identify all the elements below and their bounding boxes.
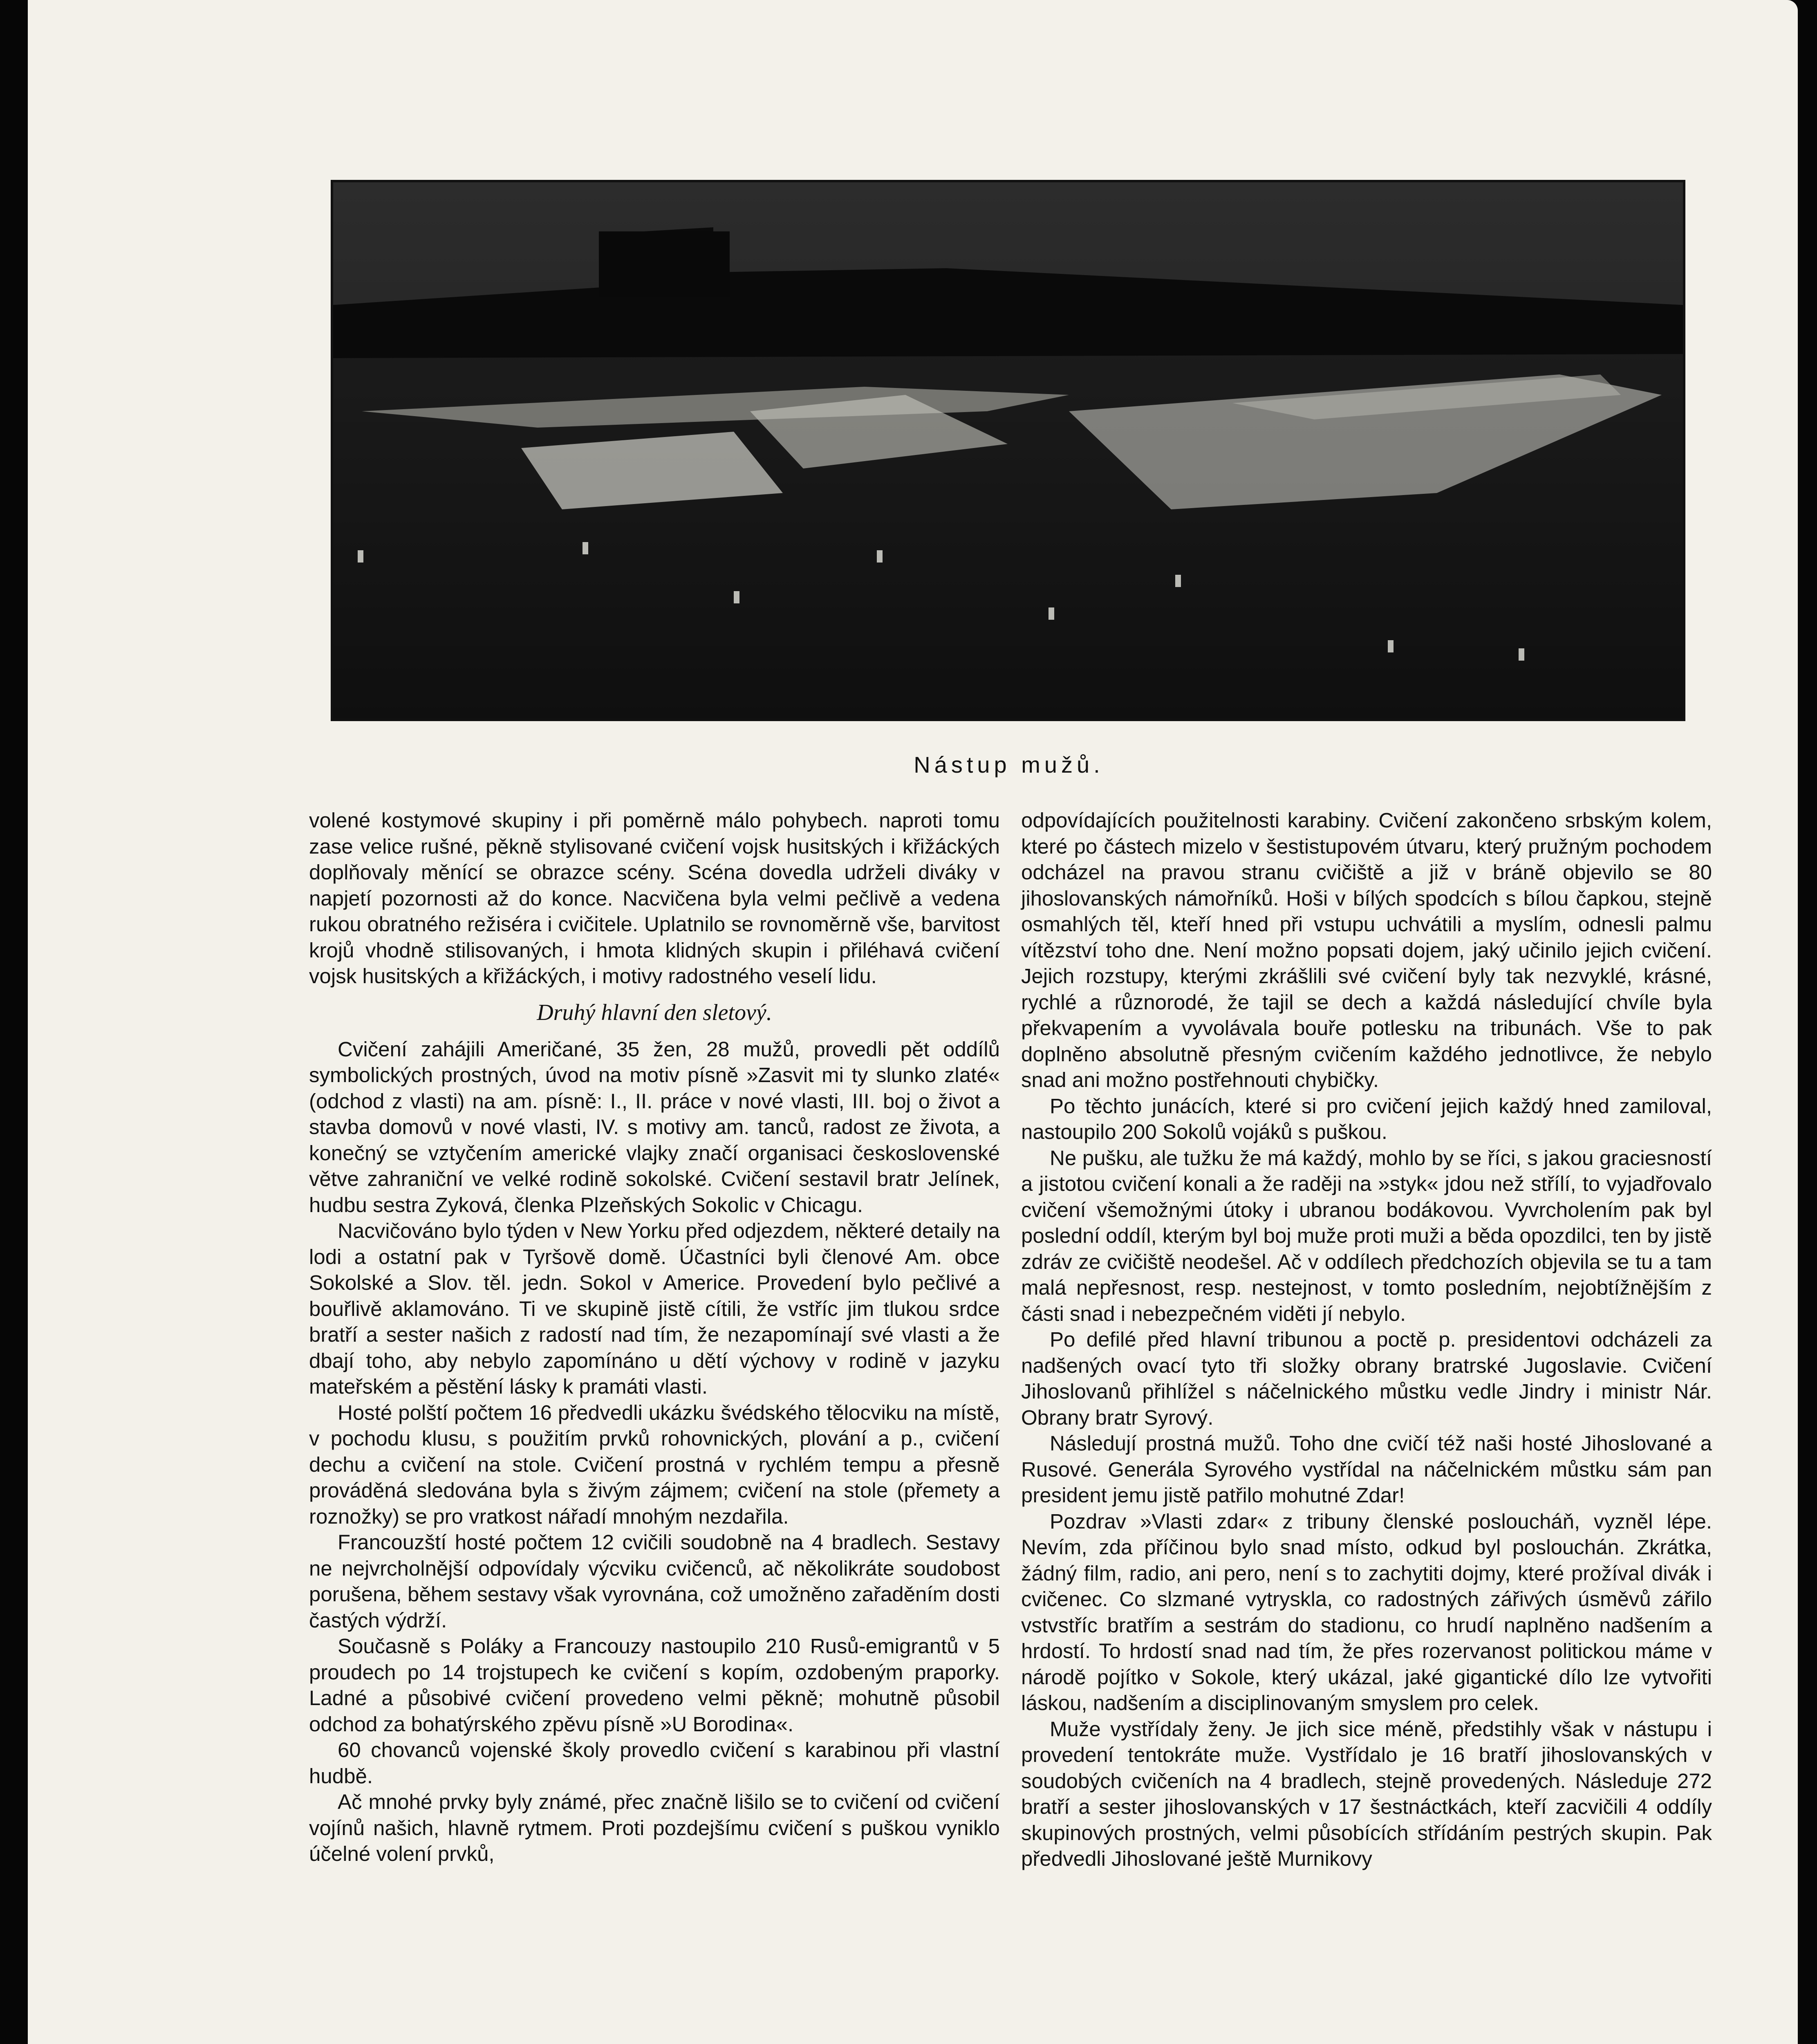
paragraph: odpovídajících použitelnosti karabiny. Cvičení zakončeno srbským kolem, které po částech mizelo v šestistupovém útvaru, který pružným pochodem odcházel na pravou stranu cvičiště a již v bráně objevilo se 80 jihoslovanských námořníků. Hoši v bílých spodcích s bílou čapkou, stejně osmahlých těl, kteří hned při vstupu uchvátili a myslím, odnesli palmu vítězství toho dne. Není možno popsati dojem, jaký učinilo jejich cvičení. Jejich rozstupy, kterými zkrášlili své cvičení byly tak nezvyklé, krásné, rychlé a různorodé, že tajil se dech a každá následující chvíle byla překvapením a vyvolávala bouře potlesku na tribunách. Vše to pak doplněno absolutně přesným cvičením každého jednotlivce, že nebylo snad ani možno postřehnouti chybičky.: [1021, 809, 1712, 1091]
paragraph: volené kostymové skupiny i při poměrně málo pohybech. naproti tomu zase velice rušné, pěkně stylisované cvičení vojsk husitských i křižáckých doplňovaly měnící se obrazce scény. Scéna dovedla udrželi diváky v napjetí pozornosti až do konce. Nacvičena byla velmi pečlivě a vedena rukou obratného režiséra i cvičitele. Uplatnilo se rovnoměrně vše, barvitost krojů vhodně stilisovaných, i hmota klidných skupin i přiléhavá cvičení vojsk husitských a křižáckých, i motivy radostného veselí lidu.: [309, 809, 1000, 988]
paragraph: Následují prostná mužů. Toho dne cvičí též naši hosté Jihoslované a Rusové. Generála Syrového vystřídal na náčelnickém můstku sám pan president jemu jistě patřilo mohutné Zdar!: [1021, 1432, 1712, 1507]
left-column: [309, 807, 1000, 1867]
paragraph: Hosté polští počtem 16 předvedli ukázku švédského tělocviku na místě, v pochodu klusu, s použitím prvků rohovnických, plování a p., cvičení dechu a cvičení na stole. Cvičení prostná v rychlém tempu a přesně prováděná sledována byla s živým zájmem; cvičení na stole (přemety a roznožky) se pro vratkost nářadí mnohým nezdařila.: [309, 1401, 1000, 1528]
paragraph: Ač mnohé prvky byly známé, přec značně lišilo se to cvičení od cvičení vojínů našich, hlavně rytmem. Proti pozdejšímu cvičení s puškou vyniklo účelné volení prvků,: [309, 1790, 1000, 1865]
right-column: [1021, 807, 1712, 1872]
page-sheet: [28, 0, 1798, 2044]
paragraph: Francouzští hosté počtem 12 cvičili soudobně na 4 bradlech. Sestavy ne nejvrcholnější odpovídaly výcviku cvičenců, ač několikráte soudobost porušena, během sestavy však vyrovnána, což umožněno zařaděním dosti častých výdrží.: [309, 1531, 1000, 1632]
paragraph: Po defilé před hlavní tribunou a poctě p. presidentovi odcházeli za nadšených ovací tyto tři složky obrany bratrské Jugoslavie. Cvičení Jihoslovanů přihlížel s náčelnického můstku vedle Jindry i ministr Nár. Obrany bratr Syrový.: [1021, 1328, 1712, 1429]
stadium-photo: [331, 180, 1685, 721]
stadium-photo-image: [333, 182, 1683, 719]
section-heading: Druhý hlavní den sletový.: [537, 1000, 772, 1025]
paragraph: Ne pušku, ale tužku že má každý, mohlo by se říci, s jakou graciesností a jistotou cvičení konali a že raději na »styk« jdou než střílí, to vyjadřovalo cvičení všemožnými útoky i ubranou bodákovou. Vyvrcholením pak byl poslední oddíl, kterým byl boj muže proti muži a běda opozdilci, ten by jistě zdráv ze cvičiště neodešel. Ač v oddílech předchozích objevila se tu a tam malá nepřesnost, resp. nestejnost, v tomto posledním, nejobtížnějším z části snad i nebezpečném viděti jí nebylo.: [1021, 1146, 1712, 1325]
paragraph: 60 chovanců vojenské školy provedlo cvičení s karabinou při vlastní hudbě.: [309, 1738, 1000, 1788]
paragraph: Pozdrav »Vlasti zdar« z tribuny členské posloucháň, vyzněl lépe. Nevím, zda příčinou bylo snad místo, odkud byl poslouchán. Zkrátka, žádný film, radio, ani pero, není s to zachytiti dojmy, které prožíval divák i cvičenec. Co slzmané vytryskla, co radostných zářivých úsměvů zářilo vstvstříc bratřím a sestrám do stadionu, co hrudí naplněno nadšením a hrdostí. To hrdostí snad nad tím, že přes rozervanost politickou máme v národě pojítko v Sokole, který ukázal, jaké gigantické dílo lze vytvořiti láskou, nadšením a disciplinovaným smyslem pro celek.: [1021, 1509, 1712, 1715]
paragraph: Nacvičováno bylo týden v New Yorku před odjezdem, některé detaily na lodi a ostatní pak v Tyršově domě. Účastníci byli členové Am. obce Sokolské a Slov. těl. jedn. Sokol v Americe. Provedení bylo pečlivé a bouřlivě aklamováno. Ti ve skupině jistě cítili, že vstříc jim tlukou srdce bratří a sester našich z radostí nad tím, že nezapomínají své vlasti a že dbají toho, aby nebylo zapomínáno u dětí výchovy v rodině v jazyku mateřském a pěstění lásky k pramáti vlasti.: [309, 1219, 1000, 1398]
photo-caption: Nástup mužů.: [914, 752, 1104, 778]
paragraph: Cvičení zahájili Američané, 35 žen, 28 mužů, provedli pět oddílů symbolických prostných, úvod na motiv písně »Zasvit mi ty slunko zlaté« (odchod z vlasti) na am. písně: I., II. práce v nové vlasti, III. boj o život a stavba domovů v nové vlasti, IV. s motivy am. tanců, radost ze života, a konečný se vztyčením americké vlajky značí organisaci československé větve zahraniční ve velké rodině sokolské. Cvičení sestavil bratr Jelínek, hudbu sestra Zyková, členka Plzeňských Sokolic v Chicagu.: [309, 1037, 1000, 1217]
paragraph: Současně s Poláky a Francouzy nastoupilo 210 Rusů-emigrantů v 5 proudech po 14 trojstupech ke cvičení s kopím, ozdobeným praporky. Ladné a působivé cvičení provedeno velmi pěkně; mohutně působil odchod za bohatýrského zpěvu písně »U Borodina«.: [309, 1634, 1000, 1736]
paragraph: Muže vystřídaly ženy. Je jich sice méně, předstihly však v nástupu i provedení tentokráte muže. Vystřídalo je 16 bratří jihoslovanských v soudobých cvičeních na 4 bradlech, stejně provedených. Následuje 272 bratří a sester jihoslovanských v 17 šestnáctkách, kteří zacvičili 4 oddíly skupinových prostných, velmi působících střídáním pestrých skupin. Pak předvedli Jihoslované ještě Murnikovy: [1021, 1717, 1712, 1870]
paragraph: Po těchto junácích, které si pro cvičení jejich každý hned zamiloval, nastoupilo 200 Sokolů vojáků s puškou.: [1021, 1094, 1712, 1143]
